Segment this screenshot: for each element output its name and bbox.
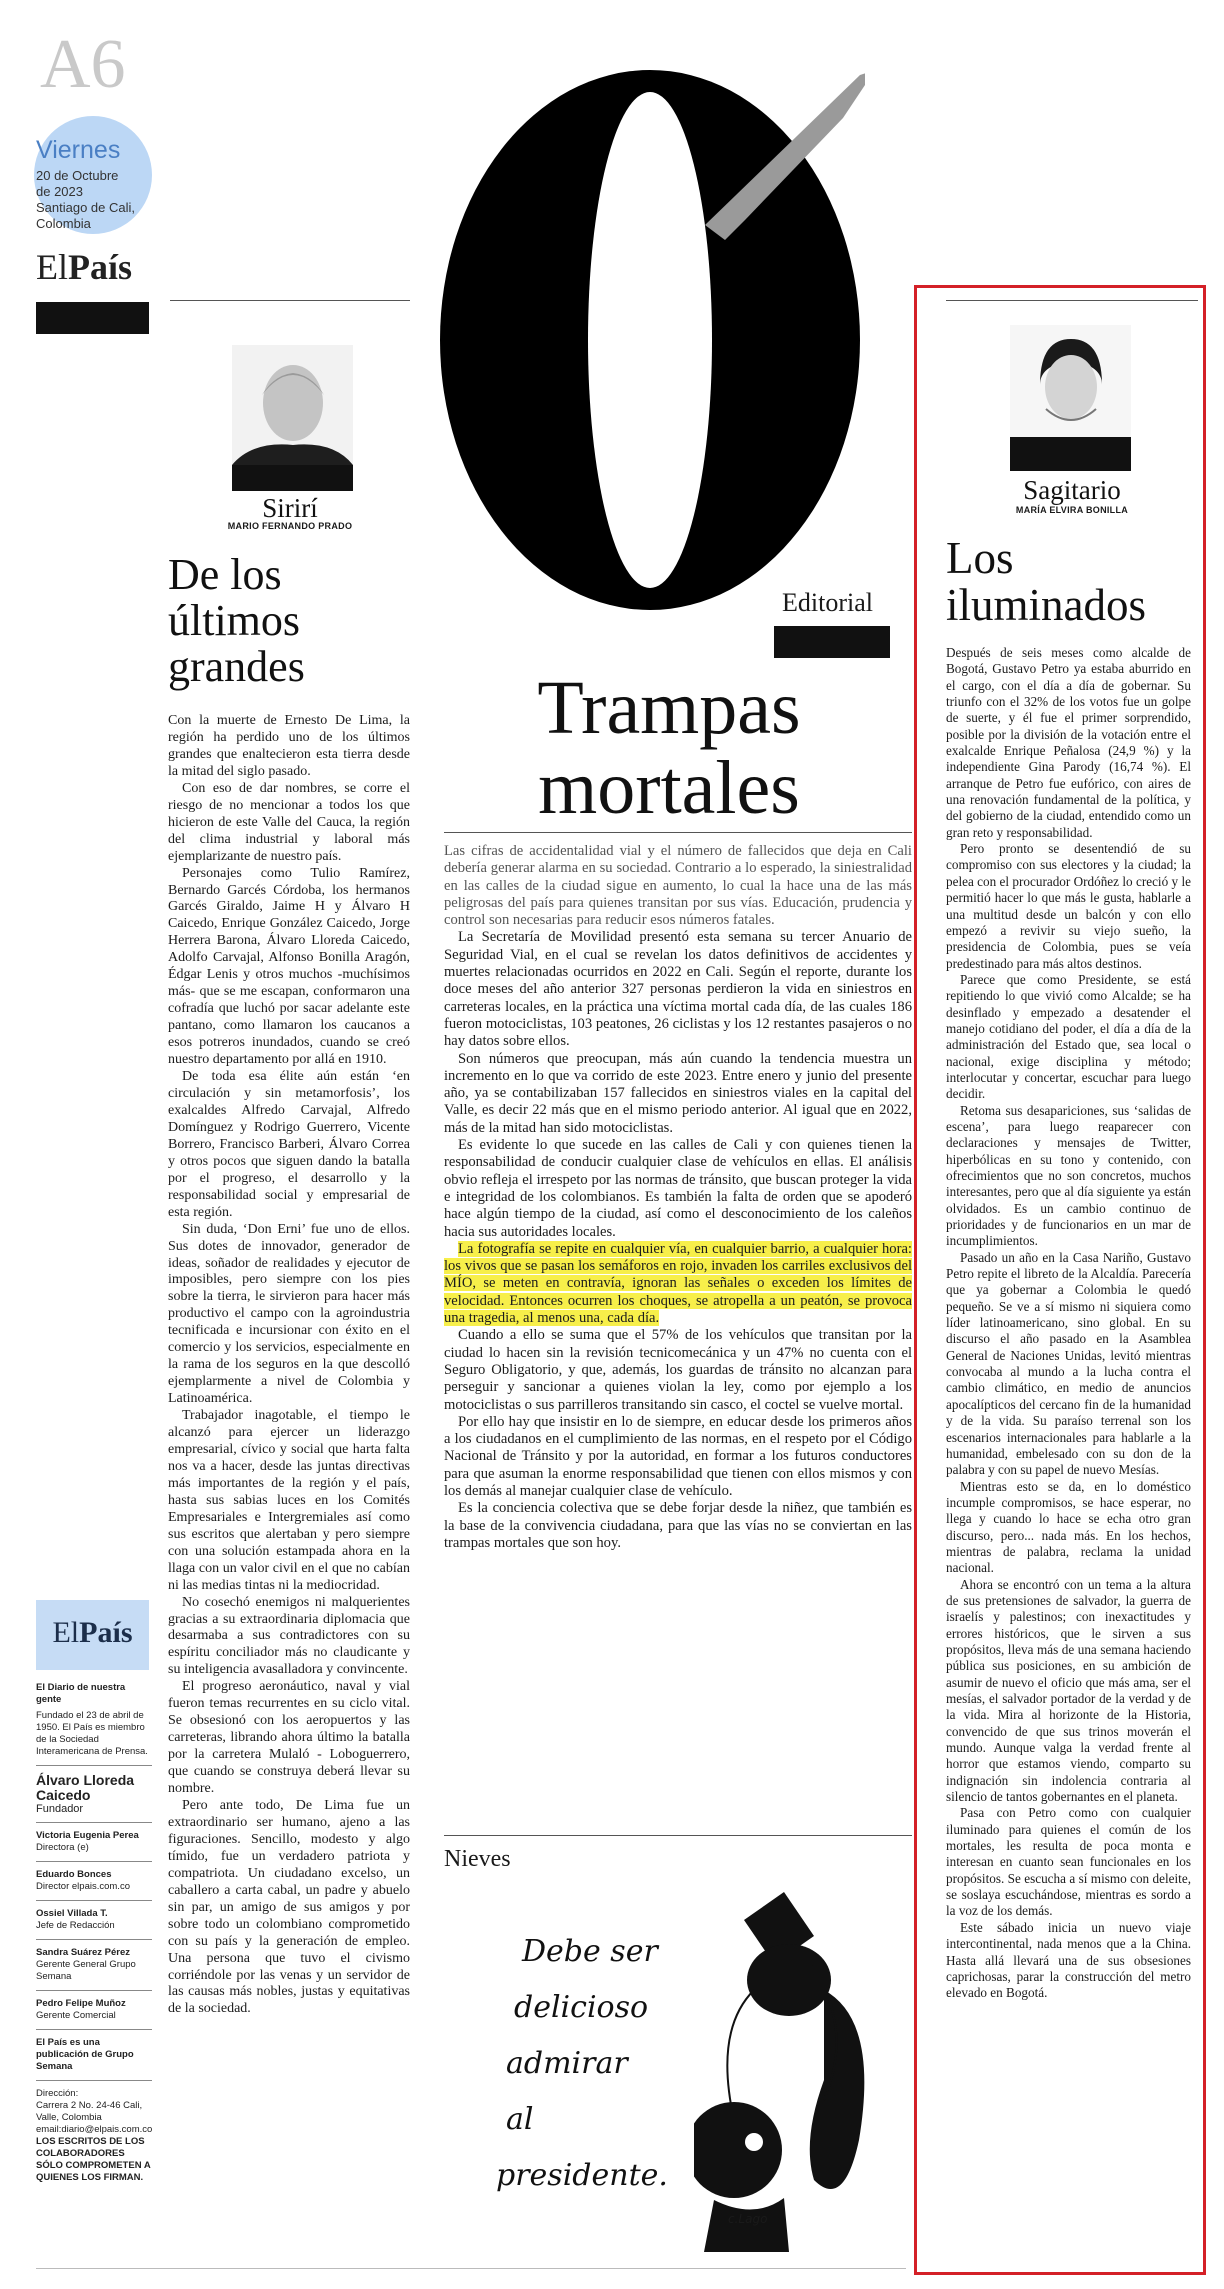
column-name-sagitario: Sagitario — [1023, 475, 1121, 505]
cartoon-panel — [444, 1880, 912, 2255]
author-name-bonilla: MARÍA ELVIRA BONILLA — [1015, 505, 1129, 515]
founder-role: Fundador — [36, 1803, 84, 1815]
cartoon-section-title: Nieves — [444, 1846, 511, 1872]
editorial-title-rule — [444, 832, 912, 833]
sidebar-disclaimer: LOS ESCRITOS DE LOS COLABORADORES SÓLO COMPROMETEN A QUIENES LOS FIRMAN. — [36, 2136, 151, 2183]
date-line-2: de 2023 — [36, 184, 83, 199]
left-column-title: De los últimos grandes — [168, 550, 305, 691]
cartoon-speech: Debe ser delicioso admirar al presidente. — [496, 1934, 668, 2193]
editorial-title: Trampas mortales — [537, 666, 801, 830]
sidebar-logo-box: ElPaís — [36, 1600, 149, 1670]
editorial-label: Editorial — [782, 588, 873, 617]
cartoon-signature: c.Lago — [728, 2212, 768, 2226]
el-pais-logo: ElPaís — [36, 247, 133, 287]
column-name-siriri: Sirirí — [262, 493, 318, 523]
author-portrait-prado — [232, 345, 353, 491]
sidebar-tagline: El Diario de nuestra gente — [36, 1682, 126, 1705]
author-name-prado: MARIO FERNANDO PRADO — [227, 521, 353, 531]
editorial-body: Las cifras de accidentalidad vial y el número de fallecidos que deja en Cali debería generar alarma en su sociedad. Contrario a lo esperado, la siniestralidad en las calles de la ciudad sigue en aumento, lo cual la hace una de las más peligrosas del país para quienes transitan por sus vías. Educación, prudencia y control son necesarias para reducir esos números fatales. La Secretaría de Movilidad presentó esta semana su tercer Anuario de Seguridad Vial, en el cual se revelan los datos definitivos de accidentes y muertes relacionadas ocurridos en 2022 en Cali. Según el reporte, durante los doce meses del año anterior 327 personas perdieron la vida en siniestros en carreteras locales, en la práctica una víctima mortal cada día, de las cuales 186 fueron motociclistas, 103 peatones, 26 ciclistas y los 12 restantes pasajeros o no hay datos sobre ellos. Son números que preocupan, más aún cuando la tendencia muestra un incremento en lo que va corrido de este 2023. Entre enero y junio del presente año, ya se contabilizaban 157 fallecidos en siniestros viales en la capital del Valle, es decir 22 más que en el mismo periodo anterior. Al igual que en 2022, más de la mitad han sido motociclistas. Es evidente lo que sucede en las calles de Cali y con quienes tienen la responsabilidad de conducir cualquier clase de vehículos en ellas. El análisis obvio refleja el irrespeto por las normas de tránsito, que buscan proteger la vida e integridad de los colombianos. Es también la falta de orden que se apoderó hace algún tiempo de la ciudad, así como el desconocimiento de los caleños hacia sus autoridades locales. La fotografía se repite en cualquier vía, en cualquier barrio, a cualquier hora: los vivos que se pasan los semáforos en rojo, invaden los carriles exclusivos del MÍO, se meten en contravía, ignoran las señales o exceden los límites de velocidad. Entonces ocurren los choques, se atropella a un peatón, se provoca una tragedia, al menos una, cada día. Cuando a ello se suma que el 57% de los vehículos que transitan por la ciudad lo hacen sin la revisión tecnicomecánica y un 47% no cuenta con el Seguro Obligatorio, y que, además, los guardas de tránsito no alcanzan para perseguir y sancionar a quienes violan la ley, como por ejemplo a los motociclistas o sus parrilleros transitando sin casco, el coctel se vuelve mortal. Por ello hay que insistir en lo de siempre, en educar desde los primeros años a los ciudadanos en el cumplimiento de las normas, en el respeto por el Código Nacional de Tránsito y por la autoridad, en formar a los futuros conductores para que asuman la enorme responsabilidad que tienen con ellos mismos y con los demás al manejar cualquier clase de vehículo. Es la conciencia colectiva que se debe forjar desde la niñez, que también es la base de la convivencia ciudadana, para que las vías no se conviertan en las trampas mortales que son hoy. — [444, 843, 912, 1551]
editorial-lead: Las cifras de accidentalidad vial y el número de fallecidos que deja en Cali debería generar alarma en su sociedad. Contrario a lo esperado, la siniestralidad en las calles de la ciudad sigue en aumento, lo cual la hace una de las más peligrosas del país para quienes transitan por sus vías. Educación, prudencia y control son necesarias para reducir esos números fatales. — [444, 843, 912, 929]
sidebar-info: El Diario de nuestra gente Fundado el 23 de abril de 1950. El País es miembro de la Sociedad Interamericana de Prensa. Álvaro Lloreda Caicedo Fundador Victoria Eugenia Perea Directora (e) Eduardo Bonces Director elpais.com.co Ossiel Villada T. Jefe de Redacción Sandra Suárez Pérez Gerente General Grupo Semana Pedro Felipe Muñoz Gerente Comercial El País es una publicación de Grupo Semana Dirección: Carrera 2 No. 24-46 Cali, Valle, Colombia email:diario@elpais.com.co LOS ESCRITOS DE LOS COLABORADORES SÓLO COMPROMETEN A QUIENES LOS FIRMAN. — [36, 1682, 153, 2183]
left-column-body: Con la muerte de Ernesto De Lima, la región ha perdido uno de los últimos grandes que enaltecieron esta tierra desde la mitad del siglo pasado. Con eso de dar nombres, se corre el riesgo de no mencionar a todos los que hicieron de este Valle del Cauca, la región del clima industrial y laboral más ejemplarizante de nuestro país. Personajes como Tulio Ramírez, Bernardo Garcés Córdoba, los hermanos Garcés Giraldo, Jaime H y Álvaro H Caicedo, Enrique González Caicedo, Jorge Herrera Barona, Álvaro Lloreda Caicedo, Adolfo Carvajal, Alfonso Bonilla Aragón, Édgar Lenis y otros muchos -muchísimos más- que se me escapan, conformaron una cofradía que luchó por sacar adelante este pantano, como llamaron los caucanos a esos potreros inundados, cuando se creó nuestro departamento por allá en 1910. De toda esa élite aún están ‘en circulación y sin metamorfosis’, los exalcaldes Alfredo Carvajal, Alfredo Domínguez y Rodrigo Guerrero, Vicente Borrero, Francisco Barberi, Álvaro Correa y otros pocos que siguen dando la batalla por el progreso, el desarrollo y la responsabilidad social y empresarial de esta región. Sin duda, ‘Don Erni’ fue uno de ellos. Sus dotes de innovador, generador de ideas, soñador de realidades y ejecutor de imposibles, pero siempre con los pies sobre la tierra, le sirvieron para hacer más productivo el campo con la agroindustria tecnificada e incursionar con éxito en el comercio y los servicios, especialmente en la rama de los seguros en la que descolló ejemplarmente a nivel de Colombia y Latinoamérica. Trabajador inagotable, el tiempo le alcanzó para ejercer un liderazgo empresarial, cívico y social que harta falta nos va a hacer, desde las juntas directivas más importantes de la región y el país, hasta sus sabias luces en los Comités Empresariales e Intergremiales así como sus escritos que alertaban y pero siempre con una solución estampada ahora en la llaga con un valor civil en el que no cabían ni las medias tintas ni la mediocridad. No cosechó enemigos ni malquerientes gracias a su extraordinaria diplomacia que desarmaba a sus contradictores con su espíritu conciliador más no claudicante y su inteligencia avasalladora y convincente. El progreso aeronáutico, naval y vial fueron temas recurrentes en su ciclo vital. Se obsesionó con los aeropuertos y las carreteras, librando ahora último la batalla por la carretera Mulaló - Loboguerrero, que cuando se construya deberá llevar su nombre. Pero ante todo, De Lima fue un extraordinario ser humano, ajeno a las figuraciones. Sencillo, modesto y algo tímido, fue un verdadero patriota y compatriota. Un ciudadano excelso, un caballero a carta cabal, un padre y abuelo sin par, un amigo de sus amigos y por sobre todo un colombiano comprometido con su país y la generación de empleo. Una persona que tuvo el civismo corriéndole por las venas y un servidor de las causas más nobles, justas y equitativas de la sociedad. — [168, 713, 410, 2017]
date-line-1: 20 de Octubre — [36, 168, 119, 183]
page-bottom-rule — [36, 2268, 906, 2269]
opinion-o-logo — [435, 30, 865, 630]
editorial-highlight: La fotografía se repite en cualquier vía, en cualquier barrio, a cualquier hora: los vivos que se pasan los semáforos en rojo, invaden los carriles exclusivos del MÍO, se meten en contravía, ignoran las señales o exceden los límites de velocidad. Entonces ocurren los choques, se atropella a un peatón, se provoca una tragedia, al menos una, cada día. — [444, 1240, 912, 1327]
masthead-black-bar — [36, 302, 149, 334]
founder-name: Álvaro Lloreda Caicedo — [36, 1772, 135, 1803]
cartoon-rule — [444, 1835, 912, 1836]
date-line-3: Santiago de Cali, — [36, 200, 136, 215]
page-number: A6 — [40, 26, 126, 103]
sidebar-publication: El País es una publicación de Grupo Semana — [36, 2037, 134, 2072]
right-column-body: Después de seis meses como alcalde de Bogotá, Gustavo Petro ya estaba aburrido en el cargo, con el día a día de gobernar. Su triunfo con el 32% de los votos fue un golpe de suerte, y él fue el primer sorprendido, posible por la división de la votación entre el exalcalde Enrique Peñalosa (24,9 %) y la independiente Gina Parody (16,74 %). El arranque de Petro fue eufórico, con aires de una renovación fundamental de la política, y del gobierno de la ciudad, entendido como un gran reto y responsabilidad. Pero pronto se desentendió de su compromiso con sus electores y la ciudad; la pelea con el procurador Ordóñez lo creció y le permitió hacer lo que más le gusta, hablarle a una multitud desde un balcón y con ello empezó a revivir su viejo sueño, la presidencia de Colombia, pues se veía predestinado para más altos destinos. Parece que como Presidente, se está repitiendo lo que vivió como Alcalde; se ha desinflado y empezado a desatender el manejo cotidiano del poder, el día a día de la administración del Estado que, sea local o nacional, exige disciplina y método; interlocutar y concertar, escuchar para luego decidir. Retoma sus desapariciones, sus ‘salidas de escena’, para luego reaparecer con declaraciones y mensajes de Twitter, hiperbólicas en su tono y contenido, con ofrecimientos que no son concretos, muchos interesantes, pero que al día siguiente ya están olvidados. Es un cambio continuo de prioridades y de funcionarios en un mar de incumplimientos. Pasado un año en la Casa Nariño, Gustavo Petro repite el libreto de la Alcaldía. Parecería que ya gobernar a Colombia le quedó pequeño. Se ve a sí mismo ni siquiera como líder latinoamericano, sino global. En su discurso el año pasado en la Asamblea General de Naciones Unidas, levitó mientras convocaba al mundo a la lucha contra el cambio climático, en medio de anuncios apocalípticos del cercano fin de la humanidad y de la vida. Su paraíso terrenal son los escenarios internacionales para hablarle a la humanidad, embelesado con su don de la palabra y con su papel de nuevo Mesías. Mientras esto se da, en lo doméstico incumple compromisos, se hace esperar, no llega y cuando lo hace se echa otro gran discurso, pero... nada más. En los hechos, mientras de palabra, reclama la unidad nacional. Ahora se encontró con un tema a la altura de sus pretensiones de salvador, la guerra de israelís y palestinos; con inexactitudes y errores históricos, que le sirven a sus propósitos, lleva más de una semana haciendo pública sus posiciones, en su ambición de asumir de nuevo el oficio que más ama, ser el mesías, el salvador portador de la verdad y de la vida. Mira al horizonte de la Historia, convencido de que sus trinos moverán el mundo. Aunque valga la verdad frente al horror que estamos viendo, comparto su indignación sin indolencia contraria al silencio de tantos gobernantes en el planeta. Pasa con Petro como con cualquier iluminado para quienes el común de los mortales, les resulta de poca monta e interesan en cuanto sean funcionales en los propósitos. Se escucha a sí mismo con deleite, se soslaya escuchándose, mientras es sordo a la voz de los demás. Este sábado inicia un nuevo viaje intercontinental, nada menos que a la China. Hasta allá llevará una de sus obsesiones caprichosas, parar la construcción del metro elevado en Bogotá. — [946, 645, 1191, 2001]
author-portrait-bonilla — [1010, 325, 1131, 471]
editorial-black-bar — [774, 626, 890, 658]
date-day: Viernes — [36, 136, 121, 164]
right-column-title: Los iluminados — [946, 533, 1146, 630]
cartoon-drawing — [694, 1880, 912, 2252]
sidebar-founded: Fundado el 23 de abril de 1950. El País es miembro de la Sociedad Interamericana de Prensa. — [36, 1710, 148, 1757]
left-column-rule — [170, 300, 410, 301]
date-line-4: Colombia — [36, 216, 91, 231]
